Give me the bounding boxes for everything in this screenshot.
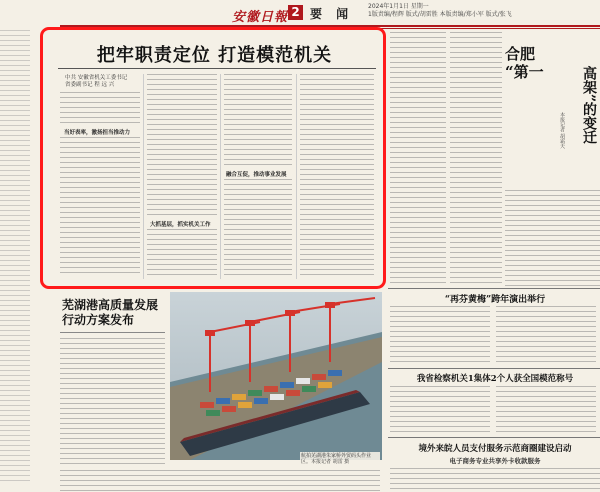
prosecutor-body-text (496, 386, 596, 434)
byline-line-1: 中共 安徽省机关工委书记 (65, 75, 128, 81)
section-divider (388, 368, 600, 369)
left-margin-text (0, 30, 30, 485)
port-photo (170, 292, 382, 460)
right-body-text (450, 32, 502, 287)
opera-article-title: “再芬黄梅”跨年演出举行 (444, 295, 546, 305)
page-number-badge: 2 (288, 5, 303, 20)
lead-subhead-1: 当好表率，激扬担当推动力 (64, 130, 131, 136)
bottom-body-text (60, 470, 380, 492)
payment-article-subtitle: 电子商务专业共享外卡收款服务 (449, 457, 541, 465)
port-photo-illustration (170, 292, 382, 460)
section-divider (388, 437, 600, 438)
section-title: 要 闻 (310, 7, 354, 21)
header-date-line: 2024年1月1日 星期一 (368, 3, 429, 10)
lead-subhead-3: 融合互促，推动事业发展 (226, 172, 287, 178)
lead-headline: 把牢职责定位 打造模范机关 (96, 45, 333, 66)
photo-caption: 航拍芜湖港朱家桥外贸码头作业区。本报记者 胡雷 摄 (300, 452, 380, 466)
payment-body-text (390, 468, 600, 492)
payment-article-title: 境外来皖人员支付服务示范商圈建设启动 (418, 444, 572, 454)
wuhu-body-text (60, 338, 165, 466)
wuhu-title-rule (60, 332, 165, 333)
lead-subhead-2: 大抓基层，抓实机关工作 (150, 222, 211, 228)
opera-body-text (390, 306, 490, 364)
right-body-text (505, 190, 600, 286)
right-feature-title-line1: 合肥 (505, 45, 536, 63)
highlight-frame (40, 27, 386, 289)
header-date (368, 3, 512, 19)
right-body-text (390, 32, 446, 287)
header-editors-line: 1版责编/程辉 版式/胡雷胜 本版责编/郑小军 版式/张飞 (368, 11, 512, 18)
right-feature-title-line2: “第一 (505, 63, 544, 81)
section-divider (388, 288, 600, 289)
newspaper-logo: 安徽日報 (232, 10, 289, 25)
right-feature-vertical-title: 高架”的变迁 (581, 66, 597, 145)
right-feature-byline: 本报记者 胡霜天 (559, 112, 565, 149)
prosecutor-article-title: 我省检察机关1集体2个人获全国模范称号 (416, 374, 574, 384)
byline-line-2: 省委副书记 程 远 兴 (65, 82, 115, 88)
opera-body-text (496, 306, 596, 364)
prosecutor-body-text (390, 386, 490, 434)
wuhu-article-title: 芜湖港高质量发展行动方案发布 (62, 298, 159, 327)
